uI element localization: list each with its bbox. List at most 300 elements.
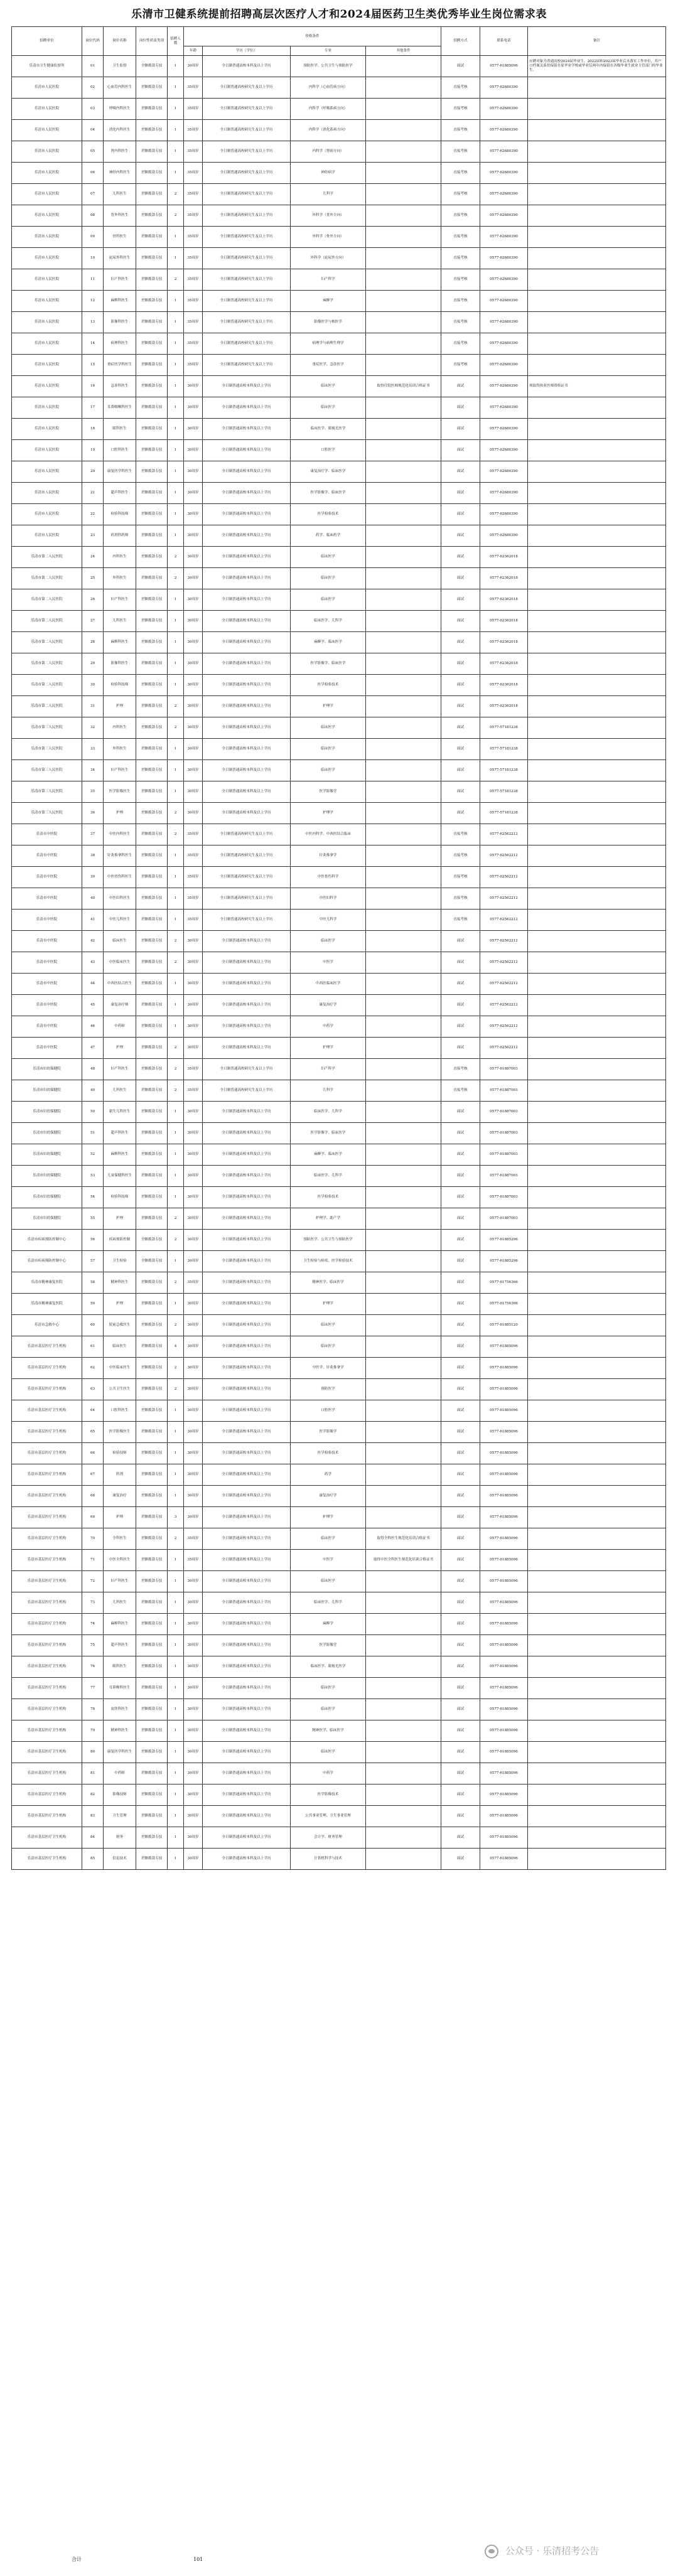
cell-position: 中医临床医生 [104, 1358, 136, 1379]
cell-code: 55 [82, 1208, 104, 1230]
table-row [12, 419, 666, 440]
cell-phone: 0577-61885096 [480, 1464, 528, 1486]
cell-position: 康复医学科医生 [104, 461, 136, 483]
cell-age: 35周岁 [184, 867, 203, 888]
cell-position: 麻醉科医生 [104, 1144, 136, 1166]
cell-phone: 0577-61885096 [480, 1806, 528, 1827]
table-row [12, 1294, 666, 1315]
cell-count: 1 [168, 589, 184, 611]
cell-type: 全额拨款专技 [136, 1251, 168, 1272]
cell-remarks [528, 995, 666, 1016]
cell-age: 30周岁 [184, 1038, 203, 1059]
cell-other [366, 568, 441, 589]
cell-code: 06 [82, 163, 104, 184]
cell-code: 66 [82, 1443, 104, 1464]
cell-count: 1 [168, 611, 184, 632]
cell-phone: 0577-61885096 [480, 1827, 528, 1849]
cell-count: 1 [168, 1806, 184, 1827]
cell-remarks: 应聘对象为普通高校2024届毕业生、2022届和2023届毕业后未落实工作单位，其户口档案关系仍保留在原毕业学校或毕业后两年内保留在各级毕业生就业主管部门的毕业生。 [528, 56, 666, 77]
cell-method: 面试 [441, 1422, 480, 1443]
cell-code: 81 [82, 1763, 104, 1784]
cell-phone: 0577-61885096 [480, 56, 528, 77]
cell-unit: 乐清市人民医院 [12, 269, 82, 291]
cell-remarks [528, 1272, 666, 1294]
cell-education: 全日制普通高校本科及以上学历 [203, 419, 291, 440]
cell-method: 面试 [441, 1251, 480, 1272]
cell-count: 1 [168, 974, 184, 995]
cell-education: 全日制普通高校本科及以上学历 [203, 1016, 291, 1038]
cell-phone: 0577-61885096 [480, 1592, 528, 1614]
cell-code: 77 [82, 1678, 104, 1699]
cell-education: 全日制普通高校本科及以上学历 [203, 1656, 291, 1678]
cell-position: 康复治疗师 [104, 995, 136, 1016]
cell-method: 面试 [441, 717, 480, 739]
cell-remarks [528, 1251, 666, 1272]
cell-position: 中医妇科医生 [104, 888, 136, 910]
cell-position: 护理 [104, 803, 136, 824]
cell-count: 1 [168, 141, 184, 163]
cell-phone: 0577-61885096 [480, 1763, 528, 1784]
cell-count: 1 [168, 227, 184, 248]
cell-other [366, 1849, 441, 1870]
cell-code: 38 [82, 845, 104, 867]
cell-unit: 乐清市人民医院 [12, 291, 82, 312]
table-header-row [12, 27, 666, 46]
cell-method: 面试 [441, 1144, 480, 1166]
cell-type: 差额拨款专技 [136, 1592, 168, 1614]
cell-unit: 乐清市人民医院 [12, 483, 82, 504]
cell-method: 直接考核 [441, 269, 480, 291]
cell-unit: 乐清市基层医疗卫生机构 [12, 1699, 82, 1720]
cell-major: 妇产科学 [291, 1059, 366, 1080]
cell-major: 针灸推拿学 [291, 845, 366, 867]
table-row [12, 1827, 666, 1849]
cell-other [366, 1400, 441, 1422]
cell-other [366, 163, 441, 184]
cell-remarks [528, 675, 666, 696]
cell-phone: 0577-61885096 [480, 1528, 528, 1550]
cell-other [366, 611, 441, 632]
cell-position: 外科医生 [104, 568, 136, 589]
cell-type: 差额拨款专技 [136, 1507, 168, 1528]
cell-method: 直接考核 [441, 291, 480, 312]
cell-code: 69 [82, 1507, 104, 1528]
cell-age: 30周岁 [184, 675, 203, 696]
cell-method: 面试 [441, 1400, 480, 1422]
cell-unit: 乐清市基层医疗卫生机构 [12, 1550, 82, 1571]
cell-code: 49 [82, 1080, 104, 1102]
table-row [12, 99, 666, 120]
cell-position: 中医全科医生 [104, 1550, 136, 1571]
cell-remarks [528, 483, 666, 504]
cell-code: 74 [82, 1614, 104, 1635]
cell-type: 差额拨款专技 [136, 696, 168, 717]
cell-unit: 乐清市人民医院 [12, 205, 82, 227]
cell-major: 医学影像学 [291, 781, 366, 803]
table-row [12, 781, 666, 803]
cell-position: 中药师 [104, 1763, 136, 1784]
cell-count: 1 [168, 653, 184, 675]
cell-method: 直接考核 [441, 77, 480, 99]
cell-other [366, 1592, 441, 1614]
cell-major: 护理学 [291, 1294, 366, 1315]
cell-phone: 0577-62680390 [480, 269, 528, 291]
cell-position: 财务 [104, 1827, 136, 1849]
table-row [12, 1614, 666, 1635]
table-row [12, 845, 666, 867]
cell-age: 30周岁 [184, 1507, 203, 1528]
cell-count: 1 [168, 632, 184, 653]
cell-remarks [528, 547, 666, 568]
cell-method: 面试 [441, 1678, 480, 1699]
cell-count: 3 [168, 1507, 184, 1528]
cell-major: 口腔医学 [291, 440, 366, 461]
cell-code: 53 [82, 1166, 104, 1187]
cell-type: 差额拨款专技 [136, 504, 168, 525]
cell-type: 差额拨款专技 [136, 355, 168, 376]
cell-position: 儿科医生 [104, 1592, 136, 1614]
cell-count: 2 [168, 696, 184, 717]
cell-unit: 乐清市妇幼保健院 [12, 1187, 82, 1208]
cell-type: 差额拨款专技 [136, 1315, 168, 1336]
cell-type: 差额拨款专技 [136, 974, 168, 995]
cell-position: 妇产科医生 [104, 1059, 136, 1080]
table-row [12, 376, 666, 397]
cell-education: 全日制普通高校研究生及以上学历 [203, 184, 291, 205]
cell-education: 全日制普通高校研究生及以上学历 [203, 355, 291, 376]
cell-education: 全日制普通高校本科及以上学历 [203, 1592, 291, 1614]
cell-major: 妇产科学 [291, 269, 366, 291]
cell-other [366, 760, 441, 781]
cell-code: 25 [82, 568, 104, 589]
cell-major: 外科学（普外方向） [291, 205, 366, 227]
header-education: 学历（学位） [203, 46, 291, 56]
cell-other [366, 227, 441, 248]
cell-position: 信息技术 [104, 1849, 136, 1870]
cell-unit: 乐清市中医院 [12, 888, 82, 910]
cell-education: 全日制普通高校本科及以上学历 [203, 589, 291, 611]
cell-age: 35周岁 [184, 824, 203, 845]
cell-unit: 乐清市第二人民医院 [12, 589, 82, 611]
cell-unit: 乐清市基层医疗卫生机构 [12, 1742, 82, 1763]
cell-type: 差额拨款专技 [136, 461, 168, 483]
cell-unit: 乐清市基层医疗卫生机构 [12, 1763, 82, 1784]
cell-type: 差额拨款专技 [136, 910, 168, 931]
cell-unit: 乐清市基层医疗卫生机构 [12, 1635, 82, 1656]
cell-remarks [528, 1016, 666, 1038]
cell-phone: 0577-62562212 [480, 974, 528, 995]
cell-method: 面试 [441, 1336, 480, 1358]
cell-method: 直接考核 [441, 248, 480, 269]
cell-type: 差额拨款专技 [136, 525, 168, 547]
cell-unit: 乐清市人民医院 [12, 461, 82, 483]
cell-remarks [528, 1699, 666, 1720]
table-row [12, 1849, 666, 1870]
cell-type: 差额拨款专技 [136, 1614, 168, 1635]
cell-other [366, 1464, 441, 1486]
cell-method: 面试 [441, 419, 480, 440]
cell-unit: 乐清市人民医院 [12, 141, 82, 163]
cell-type: 差额拨款专技 [136, 1720, 168, 1742]
cell-method: 面试 [441, 440, 480, 461]
cell-unit: 乐清市中医院 [12, 910, 82, 931]
cell-code: 61 [82, 1336, 104, 1358]
cell-type: 差额拨款专技 [136, 77, 168, 99]
table-row [12, 1230, 666, 1251]
table-row [12, 589, 666, 611]
cell-remarks [528, 1742, 666, 1763]
cell-education: 全日制普通高校研究生及以上学历 [203, 141, 291, 163]
cell-education: 全日制普通高校本科及以上学历 [203, 1379, 291, 1400]
cell-remarks [528, 1230, 666, 1251]
cell-remarks [528, 269, 666, 291]
cell-major: 病理学与病理生理学 [291, 333, 366, 355]
cell-method: 面试 [441, 1763, 480, 1784]
cell-type: 差额拨款专技 [136, 1486, 168, 1507]
cell-position: 重症医学科医生 [104, 355, 136, 376]
cell-education: 全日制普通高校本科及以上学历 [203, 547, 291, 568]
cell-age: 30周岁 [184, 717, 203, 739]
cell-remarks [528, 1443, 666, 1464]
cell-count: 1 [168, 1102, 184, 1123]
cell-remarks [528, 696, 666, 717]
cell-major: 中医学、针灸推拿学 [291, 1358, 366, 1379]
cell-position: 精神科医生 [104, 1720, 136, 1742]
cell-count: 1 [168, 675, 184, 696]
cell-code: 17 [82, 397, 104, 419]
cell-phone: 0577-62562212 [480, 931, 528, 952]
cell-type: 全额拨款专技 [136, 56, 168, 77]
cell-major: 麻醉学 [291, 291, 366, 312]
cell-major: 护理学 [291, 1507, 366, 1528]
cell-position: 泌尿外科医生 [104, 248, 136, 269]
cell-other: 取得全科医生规范化培训合格证书 [366, 1528, 441, 1550]
cell-education: 全日制普通高校研究生及以上学历 [203, 77, 291, 99]
cell-age: 30周岁 [184, 781, 203, 803]
cell-code: 56 [82, 1230, 104, 1251]
cell-major: 临床医学、儿科学 [291, 611, 366, 632]
cell-major: 临床医学 [291, 760, 366, 781]
cell-education: 全日制普通高校本科及以上学历 [203, 376, 291, 397]
cell-major: 卫生检验与检疫、医学检验技术 [291, 1251, 366, 1272]
cell-method: 直接考核 [441, 888, 480, 910]
cell-code: 84 [82, 1827, 104, 1849]
table-row [12, 1422, 666, 1443]
cell-method: 面试 [441, 589, 480, 611]
cell-age: 30周岁 [184, 1251, 203, 1272]
cell-position: 心血管内科医生 [104, 77, 136, 99]
cell-phone: 0577-61756366 [480, 1272, 528, 1294]
cell-major: 中医学 [291, 952, 366, 974]
cell-method: 直接考核 [441, 120, 480, 141]
cell-method: 直接考核 [441, 312, 480, 333]
cell-code: 10 [82, 248, 104, 269]
cell-count: 1 [168, 440, 184, 461]
cell-major: 临床医学 [291, 717, 366, 739]
header-age: 年龄 [184, 46, 203, 56]
table-row [12, 163, 666, 184]
cell-unit: 乐清市妇幼保健院 [12, 1166, 82, 1187]
cell-position: 精神科医生 [104, 1272, 136, 1294]
cell-major: 儿科学 [291, 1080, 366, 1102]
cell-age: 30周岁 [184, 1656, 203, 1678]
cell-count: 2 [168, 1528, 184, 1550]
cell-other [366, 1720, 441, 1742]
header-major: 专业 [291, 46, 366, 56]
cell-phone: 0577-61885096 [480, 1358, 528, 1379]
cell-method: 直接考核 [441, 99, 480, 120]
table-row [12, 803, 666, 824]
cell-unit: 乐清市人民医院 [12, 397, 82, 419]
cell-method: 直接考核 [441, 163, 480, 184]
cell-count: 2 [168, 824, 184, 845]
cell-remarks [528, 1507, 666, 1528]
cell-unit: 乐清市基层医疗卫生机构 [12, 1592, 82, 1614]
cell-remarks [528, 1144, 666, 1166]
cell-position: 药剂科药师 [104, 525, 136, 547]
cell-unit: 乐清市中医院 [12, 1016, 82, 1038]
cell-position: 麻醉科医生 [104, 291, 136, 312]
cell-code: 13 [82, 312, 104, 333]
cell-count: 1 [168, 120, 184, 141]
cell-education: 全日制普通高校研究生及以上学历 [203, 120, 291, 141]
cell-count: 1 [168, 1827, 184, 1849]
cell-position: 卫生监督 [104, 56, 136, 77]
cell-education: 全日制普通高校本科及以上学历 [203, 1166, 291, 1187]
cell-unit: 乐清市基层医疗卫生机构 [12, 1656, 82, 1678]
cell-age: 30周岁 [184, 1486, 203, 1507]
cell-type: 差额拨款专技 [136, 760, 168, 781]
cell-type: 差额拨款专技 [136, 824, 168, 845]
cell-count: 1 [168, 1592, 184, 1614]
cell-unit: 乐清市人民医院 [12, 333, 82, 355]
cell-age: 30周岁 [184, 397, 203, 419]
cell-age: 35周岁 [184, 845, 203, 867]
cell-count: 1 [168, 760, 184, 781]
cell-age: 30周岁 [184, 632, 203, 653]
cell-major: 临床医学 [291, 1571, 366, 1592]
cell-type: 差额拨款专技 [136, 184, 168, 205]
cell-unit: 乐清市中医院 [12, 1038, 82, 1059]
table-row [12, 1400, 666, 1422]
cell-type: 差额拨款专技 [136, 1678, 168, 1699]
cell-method: 直接考核 [441, 184, 480, 205]
cell-code: 79 [82, 1720, 104, 1742]
cell-code: 11 [82, 269, 104, 291]
cell-count: 1 [168, 1550, 184, 1571]
cell-other: 取得中医全科医生规范化培训合格证书 [366, 1550, 441, 1571]
cell-major: 临床医学 [291, 739, 366, 760]
cell-education: 全日制普通高校本科及以上学历 [203, 461, 291, 483]
cell-phone: 0577-61887003 [480, 1166, 528, 1187]
cell-code: 01 [82, 56, 104, 77]
cell-phone: 0577-61885096 [480, 1784, 528, 1806]
cell-major: 外科学（泌尿外方向） [291, 248, 366, 269]
cell-major: 药学 [291, 1464, 366, 1486]
cell-education: 全日制普通高校本科及以上学历 [203, 525, 291, 547]
cell-remarks [528, 1849, 666, 1870]
cell-method: 面试 [441, 1592, 480, 1614]
cell-education: 全日制普通高校本科及以上学历 [203, 504, 291, 525]
cell-remarks [528, 99, 666, 120]
cell-code: 50 [82, 1102, 104, 1123]
cell-major: 预防医学、公共卫生与预防医学 [291, 1230, 366, 1251]
cell-phone: 0577-62680390 [480, 440, 528, 461]
cell-method: 面试 [441, 1358, 480, 1379]
cell-count: 1 [168, 845, 184, 867]
cell-remarks [528, 333, 666, 355]
cell-type: 差额拨款专技 [136, 141, 168, 163]
cell-phone: 0577-61885096 [480, 1656, 528, 1678]
cell-age: 30周岁 [184, 1614, 203, 1635]
cell-age: 35周岁 [184, 77, 203, 99]
cell-type: 差额拨款专技 [136, 333, 168, 355]
cell-major: 医学影像学、临床医学 [291, 653, 366, 675]
cell-phone: 0577-61885096 [480, 1571, 528, 1592]
cell-unit: 乐清市人民医院 [12, 248, 82, 269]
cell-age: 35周岁 [184, 141, 203, 163]
cell-age: 30周岁 [184, 1187, 203, 1208]
cell-other [366, 419, 441, 440]
cell-unit: 乐清市妇幼保健院 [12, 1208, 82, 1230]
cell-major: 临床医学 [291, 1336, 366, 1358]
cell-education: 全日制普通高校本科及以上学历 [203, 696, 291, 717]
cell-age: 35周岁 [184, 120, 203, 141]
cell-method: 面试 [441, 1230, 480, 1251]
table-row [12, 995, 666, 1016]
cell-age: 35周岁 [184, 184, 203, 205]
cell-major: 中医内科学、中西医结合临床 [291, 824, 366, 845]
cell-method: 面试 [441, 1614, 480, 1635]
cell-code: 22 [82, 504, 104, 525]
cell-age: 30周岁 [184, 1678, 203, 1699]
cell-code: 29 [82, 653, 104, 675]
cell-other [366, 504, 441, 525]
cell-education: 全日制普通高校研究生及以上学历 [203, 227, 291, 248]
cell-type: 差额拨款专技 [136, 419, 168, 440]
cell-other [366, 248, 441, 269]
cell-remarks [528, 824, 666, 845]
cell-remarks [528, 248, 666, 269]
cell-method: 直接考核 [441, 845, 480, 867]
cell-remarks [528, 1102, 666, 1123]
cell-age: 30周岁 [184, 1592, 203, 1614]
cell-other [366, 312, 441, 333]
cell-unit: 乐清市中医院 [12, 952, 82, 974]
cell-other [366, 995, 441, 1016]
cell-code: 54 [82, 1187, 104, 1208]
cell-type: 差额拨款专技 [136, 1464, 168, 1486]
cell-age: 35周岁 [184, 910, 203, 931]
cell-other [366, 1251, 441, 1272]
cell-education: 全日制普通高校本科及以上学历 [203, 1464, 291, 1486]
cell-position: 骨科医生 [104, 227, 136, 248]
cell-type: 差额拨款专技 [136, 1123, 168, 1144]
cell-method: 面试 [441, 1102, 480, 1123]
cell-major: 预防医学、公共卫生与预防医学 [291, 56, 366, 77]
cell-position: 消化内科医生 [104, 120, 136, 141]
cell-phone: 0577-62680390 [480, 163, 528, 184]
cell-education: 全日制普通高校本科及以上学历 [203, 568, 291, 589]
cell-phone: 0577-62362018 [480, 547, 528, 568]
cell-major: 医学检验技术 [291, 504, 366, 525]
cell-unit: 乐清市第二人民医院 [12, 568, 82, 589]
cell-remarks [528, 440, 666, 461]
table-row [12, 867, 666, 888]
cell-remarks [528, 227, 666, 248]
cell-count: 1 [168, 1678, 184, 1699]
table-row [12, 1550, 666, 1571]
